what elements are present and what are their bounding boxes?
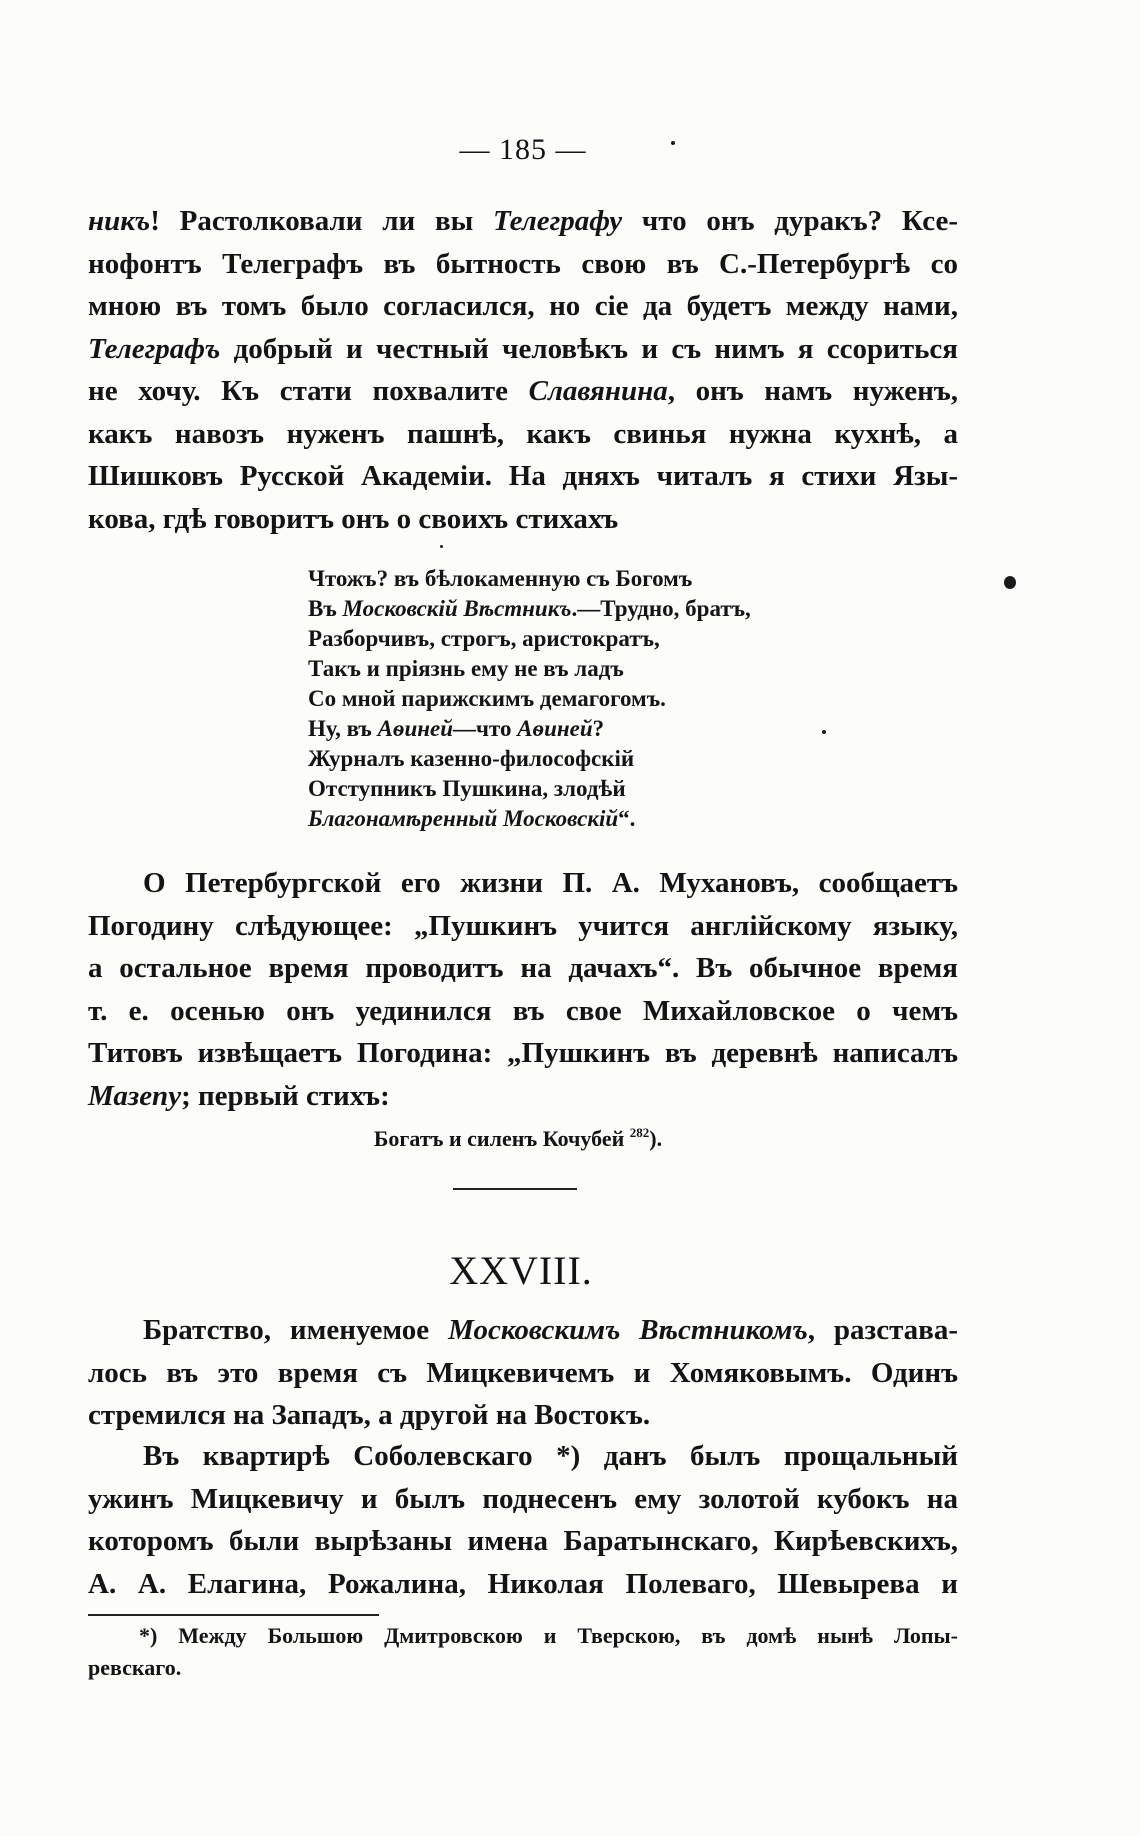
text-line [88,498,958,541]
text-segment: Со мной парижскимъ демагогомъ. [308,686,666,711]
poem-line [308,654,908,684]
footnote [88,1620,958,1684]
verse-quote [88,1124,948,1154]
text-line [88,1520,958,1563]
scan-speck [440,545,443,548]
text-segment: Такъ и пріязнь ему не въ ладъ [308,656,624,681]
text-line [88,413,958,456]
italic-segment: Мазепу [88,1079,182,1112]
text-line [88,1352,958,1395]
scan-speck [1004,576,1016,589]
text-segment: ревскаго. [88,1655,182,1680]
text-line [88,1478,958,1521]
text-segment: Журналъ казенно-философскій [308,746,635,771]
poem-line [308,714,908,744]
text-segment: а остальное время проводитъ на дачахъ“. Въ обычное время [88,952,958,984]
text-line [88,862,958,905]
footnote-divider [88,1614,379,1616]
text-segment: , онъ намъ нуженъ, [667,375,958,407]
italic-segment: Московскимъ Вѣстникомъ [448,1314,808,1346]
italic-segment: Аѳиней [377,716,454,741]
text-segment: Братство, именуемое [143,1314,449,1346]
text-segment: А. А. Елагина, Рожалина, Николая Полеваго, Шевырева и [88,1567,958,1600]
paragraph-petersburg [88,862,958,1117]
text-line [88,328,958,371]
poem-line [308,684,908,714]
text-segment: какъ навозъ нуженъ пашнѣ, какъ свинья нужна кухнѣ, а [88,417,958,450]
footnote-line [88,1620,958,1652]
text-segment: Чтожъ? въ бѣлокаменную съ Богомъ [308,566,693,591]
text-segment: .—Трудно, братъ, [571,596,751,621]
poem-quotation [308,564,908,834]
text-segment: “. [618,806,636,831]
text-segment: Въ квартирѣ Соболевскаго *) данъ былъ прощальный [143,1440,958,1472]
italic-segment: никъ [88,205,151,237]
text-line [88,1563,958,1606]
text-segment: —что [453,716,518,741]
text-line [88,1435,958,1478]
text-segment: Разборчивъ, строгъ, аристократъ, [308,626,660,651]
section-divider [453,1188,577,1190]
text-segment: лось въ это время съ Мицкевичемъ и Хомяковымъ. Одинъ [88,1356,958,1389]
text-segment: ). [649,1126,663,1151]
poem-line [308,804,908,834]
text-line [88,905,958,948]
text-segment: нофонтъ Телеграфъ въ бытность свою въ С.-Петербургѣ со [88,247,958,280]
text-segment: кова, гдѣ говоритъ онъ о своихъ стихахъ [88,502,619,535]
text-segment: Въ [308,596,343,621]
text-segment: Богатъ и силенъ Кочубей [373,1126,630,1151]
scan-speck [671,141,675,145]
text-segment: Отступникъ Пушкина, злодѣй [308,776,626,801]
text-segment: не хочу. Къ стати похвалите [88,375,529,407]
poem-line [308,744,908,774]
text-segment: Погодину слѣдующее: „Пушкинъ учится англійскому языку, [88,909,958,942]
italic-segment: Московскій Вѣстникъ [342,596,572,621]
text-segment: что онъ дуракъ? Ксе- [622,205,958,237]
text-line [88,370,958,413]
text-line [88,200,958,243]
text-line [88,947,958,990]
text-segment: , разстава- [807,1314,958,1346]
text-line [88,1032,958,1075]
text-segment: ; первый стихъ: [181,1079,390,1112]
text-line [88,243,958,286]
text-line [88,1309,958,1352]
chapter-heading: XXVIII. [449,1248,593,1293]
text-segment: ? [592,716,605,741]
text-segment: добрый и честный человѣкъ и съ нимъ я ссориться [220,332,958,365]
poem-line [308,624,908,654]
paragraph-brotherhood [88,1309,958,1437]
text-segment: ! Растолковали ли вы [150,205,494,237]
paragraph-farewell-dinner [88,1435,958,1605]
poem-line [308,564,908,594]
text-segment: мною въ томъ было согласился, но сіе да будетъ между нами, [88,290,958,322]
footnote-line [88,1652,958,1684]
page-number: — 185 — [459,133,587,166]
text-segment: стремился на Западъ, а другой на Востокъ. [88,1399,651,1431]
text-line [88,285,958,328]
italic-segment: Аѳиней [517,716,593,741]
footnote-reference: 282 [629,1125,650,1140]
text-line [88,990,958,1033]
text-line [88,1394,958,1437]
letter-paragraph [88,200,958,540]
text-segment: *) Между Большою Дмитровскою и Тверскою, въ домѣ нынѣ Лопы- [139,1623,958,1648]
text-segment: Ну, въ [308,716,378,741]
text-segment: О Петербургской его жизни П. А. Мухановъ, сообщаетъ [143,867,958,899]
text-segment: которомъ были вырѣзаны имена Баратынскаго, Кирѣевскихъ, [88,1525,958,1557]
italic-segment: Славянина [528,375,668,407]
text-segment: т. е. осенью онъ уединился въ свое Михайловское о чемъ [88,994,958,1027]
italic-segment: Телеграфу [493,205,623,237]
poem-line [308,594,908,624]
text-segment: Шишковъ Русской Академіи. На дняхъ читалъ я стихи Язы- [88,460,958,492]
poem-line [308,774,908,804]
italic-segment: Благонамѣренный Московскій [308,806,619,831]
text-line [88,1075,958,1118]
text-segment: Титовъ извѣщаетъ Погодина: „Пушкинъ въ деревнѣ написалъ [88,1037,958,1069]
italic-segment: Телеграфъ [88,332,221,365]
text-line [88,455,958,498]
text-segment: ужинъ Мицкевичу и былъ поднесенъ ему золотой кубокъ на [88,1482,958,1515]
